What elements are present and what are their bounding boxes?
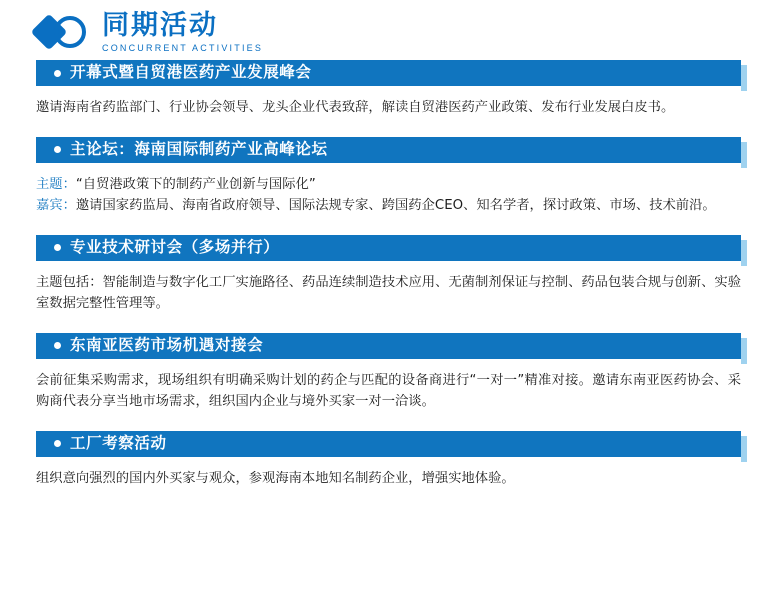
section-header (36, 333, 741, 361)
detail-key: 主题： (36, 176, 76, 192)
section-main-forum (36, 137, 741, 217)
header-title-block (102, 11, 263, 54)
section-body: 主题包括：智能制造与数字化工厂实施路径、药品连续制造技术应用、无菌制剂保证与控制、药品包装合规与创新、实验室数据完整性管理等。 (36, 274, 741, 312)
section-southeast-asia-matchmaking (36, 333, 741, 413)
bullet-dot-icon (54, 146, 61, 153)
section-title-bar (36, 60, 741, 86)
section-header (36, 235, 741, 263)
section-title-bar (36, 431, 741, 457)
section-header (36, 431, 741, 459)
diamond-circle-logo-icon (36, 12, 92, 52)
bullet-dot-icon (54, 342, 61, 349)
section-title-bar (36, 235, 741, 261)
section-opening-ceremony (36, 60, 741, 119)
section-title: 开幕式暨自贸港医药产业发展峰会 (70, 63, 312, 82)
section-title-bar (36, 137, 741, 163)
section-bar-accent (741, 65, 747, 91)
section-technical-seminars (36, 235, 741, 315)
logo-ring-shape (54, 16, 86, 48)
section-bar-accent (741, 436, 747, 462)
sections-container (0, 56, 777, 489)
section-header (36, 137, 741, 165)
section-title: 专业技术研讨会（多场并行） (70, 237, 280, 256)
section-bar-accent (741, 240, 747, 266)
section-title: 主论坛：海南国际制药产业高峰论坛 (70, 139, 328, 158)
detail-value: 邀请国家药监局、海南省政府领导、国际法规专家、跨国药企CEO、知名学者，探讨政策、市场、技术前沿。 (75, 198, 716, 214)
section-title: 工厂考察活动 (70, 433, 167, 452)
section-title: 东南亚医药市场机遇对接会 (70, 335, 264, 354)
section-header (36, 60, 741, 88)
page-title: 同期活动 (102, 9, 218, 41)
section-body: 会前征集采购需求，现场组织有明确采购计划的药企与匹配的设备商进行“一对一”精准对接。邀请东南亚医药协会、采购商代表分享当地市场需求，组织国内企业与境外买家一对一洽谈。 (36, 372, 741, 410)
section-bar-accent (741, 338, 747, 364)
section-body: 组织意向强烈的国内外买家与观众，参观海南本地知名制药企业，增强实地体验。 (36, 470, 515, 486)
bullet-dot-icon (54, 440, 61, 447)
section-factory-visit (36, 431, 741, 490)
detail-value: “自贸港政策下的制药产业创新与国际化” (75, 176, 316, 192)
detail-key: 嘉宾： (36, 198, 76, 214)
page-subtitle: CONCURRENT ACTIVITIES (102, 43, 264, 54)
section-detail-line (36, 195, 741, 217)
section-title-bar (36, 333, 741, 359)
section-detail-line (36, 174, 741, 196)
document-header (0, 0, 777, 56)
section-body: 邀请海南省药监部门、行业协会领导、龙头企业代表致辞，解读自贸港医药产业政策、发布行业发展白皮书。 (36, 100, 675, 115)
bullet-dot-icon (54, 70, 61, 77)
bullet-dot-icon (54, 244, 61, 251)
section-bar-accent (741, 142, 747, 168)
